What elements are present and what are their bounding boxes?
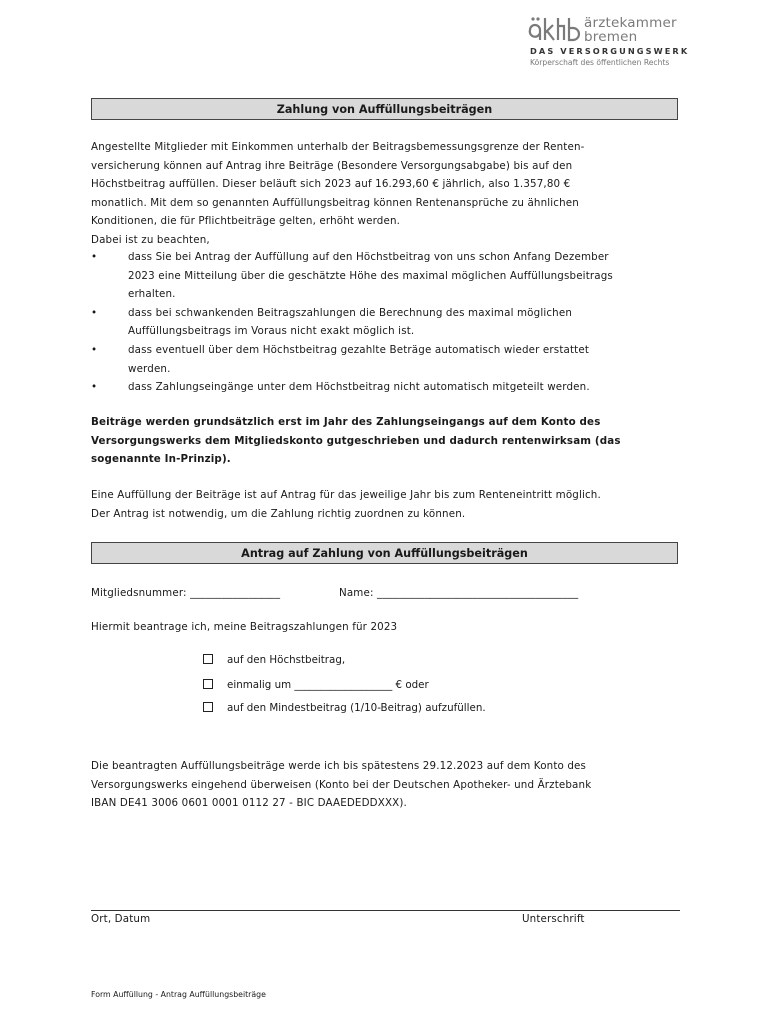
list-item-line: erhalten.	[128, 288, 176, 301]
place-date-label: Ort, Datum	[91, 913, 151, 925]
option-einmalig[interactable]	[203, 678, 429, 692]
logo	[528, 14, 758, 74]
transfer-paragraph	[91, 757, 681, 813]
list-item	[91, 304, 681, 341]
logo-name-line1: ärztekammer	[584, 15, 677, 31]
bold-line: Beiträge werden grundsätzlich erst im Jahr des Zahlungseingangs auf dem Konto des	[91, 416, 601, 428]
signature-line[interactable]	[91, 910, 680, 911]
intro-paragraph	[91, 138, 681, 250]
request-line: Hiermit beantrage ich, meine Beitragszahlungen für 2023	[91, 621, 398, 633]
note-paragraph	[91, 486, 681, 523]
checkbox-icon[interactable]	[203, 702, 213, 712]
intro-line: monatlich. Mit dem so genannten Auffüllungsbeitrag können Rentenansprüche zu ähnlichen	[91, 196, 579, 209]
member-number-field[interactable]: Mitgliedsnummer: _________________	[91, 587, 281, 599]
list-item-line: werden.	[128, 362, 171, 375]
transfer-line: Versorgungswerks eingehend überweisen (Konto bei der Deutschen Apotheker- und Ärztebank	[91, 778, 592, 791]
footer-text: Form Auffüllung - Antrag Auffüllungsbeiträge	[91, 990, 266, 999]
bold-line: Versorgungswerks dem Mitgliedskonto gutgeschrieben und dadurch rentenwirksam (das	[91, 434, 621, 447]
note-line: Eine Auffüllung der Beiträge ist auf Antrag für das jeweilige Jahr bis zum Renteneintritt möglich.	[91, 489, 601, 501]
list-item-line: • dass Zahlungseingänge unter dem Höchstbeitrag nicht automatisch mitgeteilt werden.	[128, 381, 590, 394]
in-prinzip-paragraph	[91, 413, 681, 469]
transfer-line: Die beantragten Auffüllungsbeiträge werde ich bis spätestens 29.12.2023 auf dem Konto des	[91, 760, 587, 772]
list-item-line: • dass eventuell über dem Höchstbeitrag gezahlte Beträge automatisch wieder erstattet	[128, 343, 590, 356]
note-line: Der Antrag ist notwendig, um die Zahlung richtig zuordnen zu können.	[91, 507, 466, 520]
notes-list	[91, 248, 681, 397]
option-hoechstbeitrag[interactable]	[203, 653, 345, 667]
section1-title: Zahlung von Auffüllungsbeiträgen	[91, 98, 678, 120]
list-item	[91, 341, 681, 378]
logo-tagline: DAS VERSORGUNGSWERK	[530, 46, 690, 56]
option-label: einmalig um ___________________ € oder	[227, 679, 429, 691]
list-item-line: • dass Sie bei Antrag der Auffüllung auf den Höchstbeitrag von uns schon Anfang Dezember	[128, 251, 609, 263]
section2-title: Antrag auf Zahlung von Auffüllungsbeiträgen	[91, 542, 678, 564]
transfer-line: IBAN DE41 3006 0601 0001 0112 27 - BIC DAAEDEDDXXX).	[91, 797, 407, 810]
name-field[interactable]: Name: ______________________________________	[339, 587, 579, 599]
intro-line: versicherung können auf Antrag ihre Beiträge (Besondere Versorgungsabgabe) bis auf den	[91, 159, 573, 172]
logo-subtitle: Körperschaft des öffentlichen Rechts	[530, 58, 670, 67]
list-item-line: 2023 eine Mitteilung über die geschätzte Höhe des maximal möglichen Auffüllungsbeitrags	[128, 269, 613, 282]
signature-label: Unterschrift	[522, 913, 585, 925]
intro-line: Dabei ist zu beachten,	[91, 233, 210, 246]
option-mindestbeitrag[interactable]	[203, 701, 486, 715]
bold-line: sogenannte In-Prinzip).	[91, 453, 231, 466]
intro-line: Angestellte Mitglieder mit Einkommen unterhalb der Beitragsbemessungsgrenze der Renten-	[91, 141, 585, 153]
list-item-line: • dass bei schwankenden Beitragszahlungen die Berechnung des maximal möglichen	[128, 306, 572, 319]
list-item	[91, 248, 681, 304]
logo-name	[584, 16, 677, 44]
intro-line: Höchstbeitrag auffüllen. Dieser beläuft sich 2023 auf 16.293,60 € jährlich, also 1.357,80 €	[91, 178, 571, 191]
aekhb-logo-mark-icon	[528, 16, 580, 42]
list-item-line: Auffüllungsbeitrags im Voraus nicht exakt möglich ist.	[128, 325, 415, 338]
checkbox-icon[interactable]	[203, 679, 213, 689]
checkbox-icon[interactable]	[203, 654, 213, 664]
intro-line: Konditionen, die für Pflichtbeiträge gelten, erhöht werden.	[91, 215, 401, 228]
option-label: auf den Höchstbeitrag,	[227, 654, 346, 666]
list-item	[91, 378, 681, 397]
logo-name-line2: bremen	[584, 29, 638, 45]
option-label: auf den Mindestbeitrag (1/10-Beitrag) aufzufüllen.	[227, 702, 486, 714]
